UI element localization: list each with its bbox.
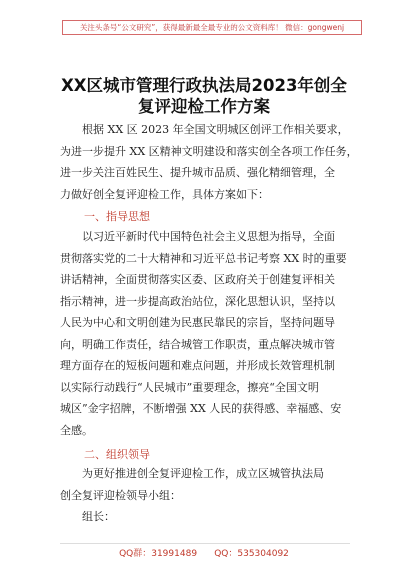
section1-paragraph xyxy=(60,226,347,441)
section-heading-guiding-ideology: 一、指导思想 xyxy=(84,210,150,223)
section1-line: 理方面存在的短板问题和难点问题，并形成长效管理机制 xyxy=(60,359,335,372)
section1-line: 向，明确工作责任，结合城管工作职责，重点解决城市管 xyxy=(60,337,335,351)
section2-line: 组长： xyxy=(82,510,115,523)
footer-divider xyxy=(60,543,350,544)
intro-line: 为进一步提升 XX 区精神文明建设和落实创全各项工作任务， xyxy=(60,144,358,158)
section1-line: 全感。 xyxy=(60,423,93,437)
section1-line: 人民为中心和文明创建为民惠民靠民的宗旨，坚持问题导 xyxy=(60,316,335,329)
section1-line: 以习近平新时代中国特色社会主义思想为指导，全面 xyxy=(82,230,335,243)
section1-line: 讲话精神，全面贯彻落实区委、区政府关于创建复评相关 xyxy=(60,273,335,286)
footer-contact: QQ群：31991489 QQ：535304092 xyxy=(119,549,289,559)
section-heading-organization: 二、组织领导 xyxy=(84,448,150,461)
section2-line: 创全复评迎检领导小组： xyxy=(60,488,181,502)
intro-line: 力做好创全复评迎检工作，具体方案如下： xyxy=(60,187,269,201)
intro-line: 根据 XX 区 2023 年全国文明城区创评工作相关要求， xyxy=(82,123,349,136)
section1-line: 贯彻落实党的二十大精神和习近平总书记考察 XX 时的重要 xyxy=(60,251,347,265)
section1-line: 以实际行动践行“人民城市”重要理念，擦亮“全国文明 xyxy=(60,380,319,394)
section1-line: 指示精神，进一步提高政治站位，深化思想认识，坚持以 xyxy=(60,294,335,308)
section1-line: 城区”金字招牌，不断增强 XX 人民的获得感、幸福感、安 xyxy=(60,402,342,415)
document-title-line-2: 复评迎检工作方案 xyxy=(138,97,270,116)
section2-line: 为更好推进创全复评迎检工作，成立区城管执法局 xyxy=(82,467,324,480)
promo-banner: 关注头条号“公文研究”，获得最新最全最专业的公文资料库！ 微信：gongwenj xyxy=(62,20,362,35)
intro-line: 进一步关注百姓民生、提升城市品质、强化精细管理，全 xyxy=(60,166,335,179)
intro-paragraph xyxy=(60,119,358,205)
section2-paragraph xyxy=(60,463,324,528)
document-title-line-1: XX区城市管理行政执法局2023年创全 xyxy=(61,76,347,95)
